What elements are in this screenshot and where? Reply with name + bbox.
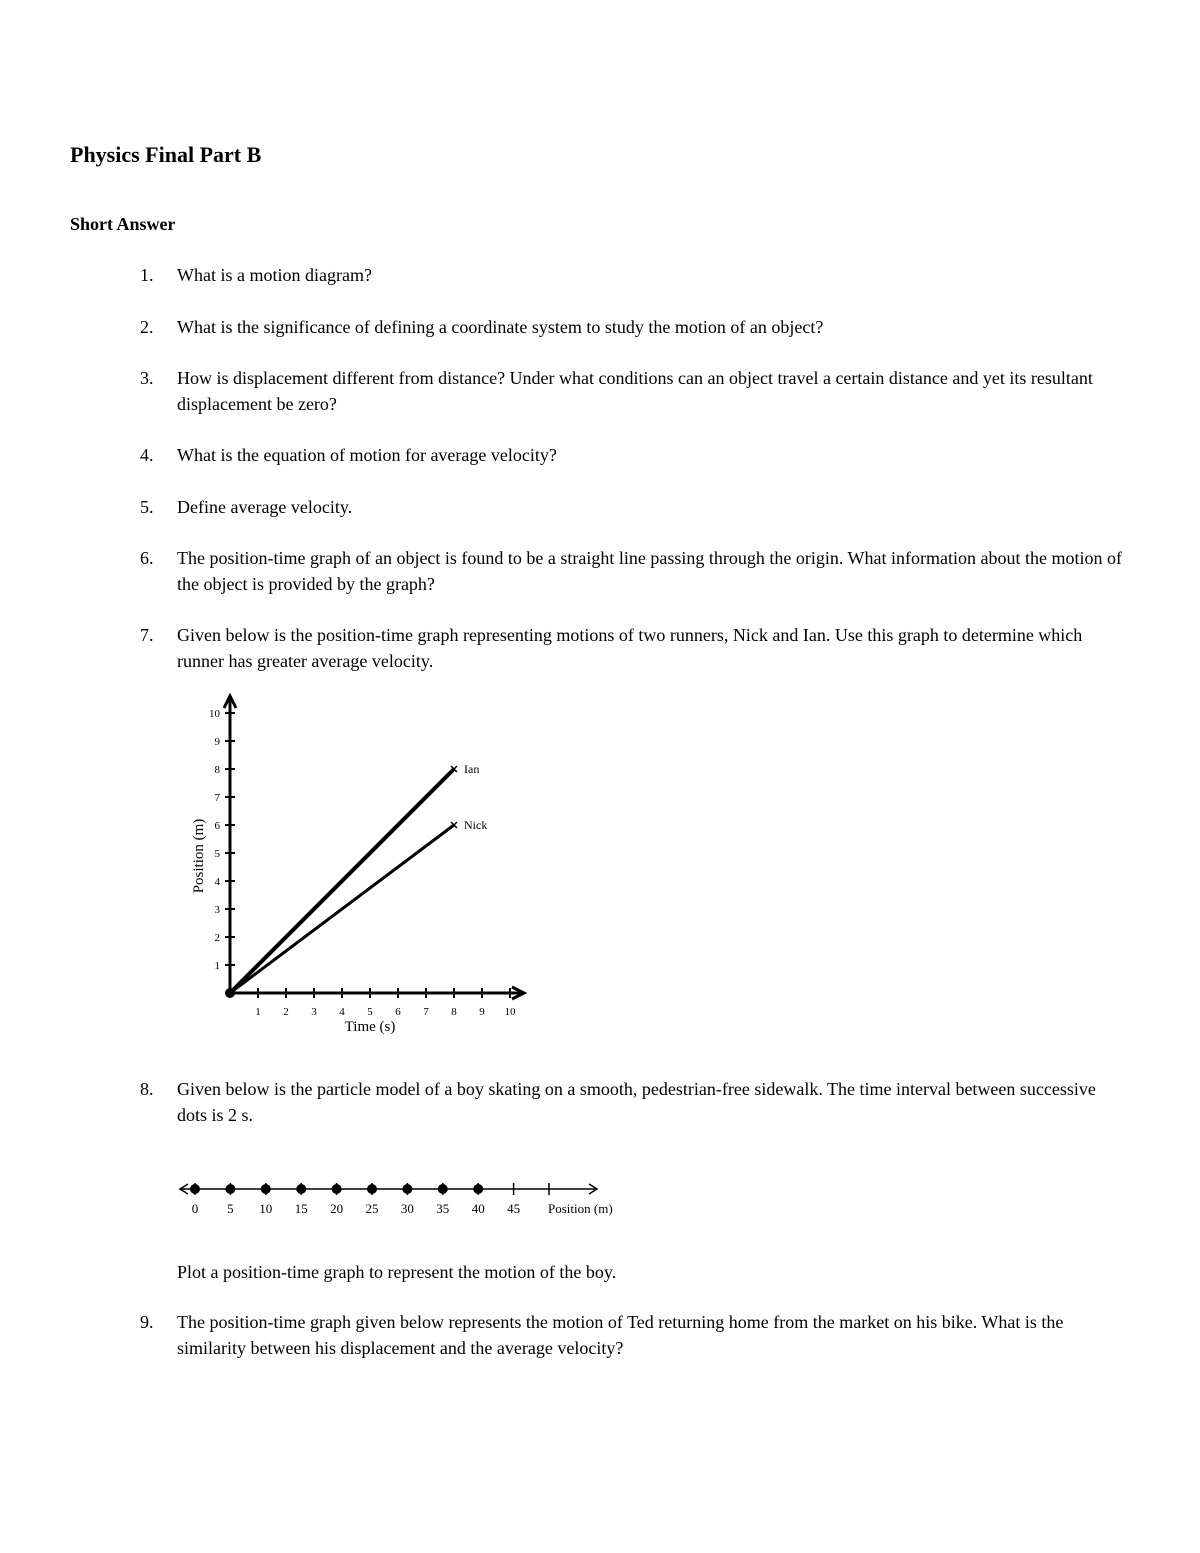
- y-tick-label: 8: [214, 764, 220, 776]
- y-tick-label: 2: [214, 932, 220, 944]
- question-number: 9.: [140, 1312, 154, 1332]
- number-line-tick-label: 40: [471, 1201, 485, 1216]
- question-8-followup: Plot a position-time graph to represent the motion of the boy.: [177, 1262, 617, 1282]
- question-text: What is a motion diagram?: [177, 265, 372, 285]
- question-number: 1.: [140, 265, 154, 285]
- x-tick-label: 3: [311, 1006, 317, 1018]
- particle-dot: [367, 1184, 377, 1194]
- x-tick-label: 10: [504, 1006, 516, 1018]
- x-tick-label: 2: [283, 1006, 289, 1018]
- y-tick-label: 5: [214, 848, 220, 860]
- y-axis-label: Position (m): [191, 818, 207, 894]
- number-line-tick-label: 5: [227, 1201, 234, 1216]
- particle-dot: [296, 1184, 306, 1194]
- question-number: 4.: [140, 445, 154, 465]
- particle-dot: [332, 1184, 342, 1194]
- question-number: 6.: [140, 548, 154, 568]
- question-text: The position-time graph given below represents the motion of Ted returning home from the market on his bike. What is the similarity between his displacement and the average velocity?: [177, 1312, 1064, 1358]
- y-tick-label: 10: [209, 708, 220, 720]
- y-tick-label: 6: [214, 820, 220, 832]
- number-line-tick-label: 35: [436, 1201, 450, 1216]
- particle-dot: [402, 1184, 412, 1194]
- question-number: 8.: [140, 1079, 154, 1099]
- question-number: 3.: [140, 368, 154, 388]
- x-tick-label: 6: [395, 1006, 401, 1018]
- y-tick-label: 3: [214, 904, 220, 916]
- number-line-tick-label: 15: [294, 1201, 308, 1216]
- question-text: How is displacement different from distance? Under what conditions can an object travel a certain distance and yet its resultant displacement be zero?: [177, 368, 1093, 414]
- x-tick-label: 5: [367, 1006, 373, 1018]
- number-line-tick-label: 45: [507, 1201, 521, 1216]
- series-label-ian: Ian: [464, 762, 480, 776]
- question-number: 2.: [140, 317, 154, 337]
- section-heading: Short Answer: [70, 214, 176, 234]
- question-text: Given below is the position-time graph representing motions of two runners, Nick and Ian. Use this graph to determine which runner has greater average velocity.: [177, 625, 1083, 671]
- question-text: Given below is the particle model of a boy skating on a smooth, pedestrian-free sidewalk. The time interval between successive dots is 2 s.: [177, 1079, 1096, 1125]
- x-tick-label: 1: [255, 1006, 261, 1018]
- y-tick-label: 7: [214, 792, 220, 804]
- x-tick-label: 7: [423, 1006, 429, 1018]
- particle-dot: [438, 1184, 448, 1194]
- number-line-tick-label: 0: [191, 1201, 199, 1216]
- y-tick-label: 9: [214, 736, 220, 748]
- number-line-tick-label: 10: [259, 1201, 273, 1216]
- x-axis-label: Time (s): [344, 1019, 396, 1035]
- question-text: Define average velocity.: [177, 497, 353, 517]
- x-tick-label: 8: [451, 1006, 457, 1018]
- question-text: What is the equation of motion for average velocity?: [177, 445, 557, 465]
- question-number: 5.: [140, 497, 154, 517]
- y-tick-label: 4: [214, 876, 220, 888]
- number-line-tick-label: 30: [400, 1201, 414, 1216]
- particle-dot: [473, 1184, 483, 1194]
- particle-dot: [190, 1184, 200, 1194]
- question-text: What is the significance of defining a coordinate system to study the motion of an object?: [177, 317, 824, 337]
- particle-dot: [261, 1184, 271, 1194]
- question-text: The position-time graph of an object is found to be a straight line passing through the origin. What information about the motion of the object is provided by the graph?: [177, 548, 1122, 594]
- number-line-axis-label: Position (m): [548, 1201, 613, 1216]
- y-tick-label: 1: [214, 960, 220, 972]
- number-line-tick-label: 20: [330, 1201, 344, 1216]
- series-label-nick: Nick: [464, 818, 488, 832]
- question-number: 7.: [140, 625, 154, 645]
- number-line-tick-label: 25: [365, 1201, 379, 1216]
- page-title: Physics Final Part B: [70, 142, 262, 167]
- particle-dot: [225, 1184, 235, 1194]
- x-tick-label: 9: [479, 1006, 485, 1018]
- x-tick-label: 4: [339, 1006, 345, 1018]
